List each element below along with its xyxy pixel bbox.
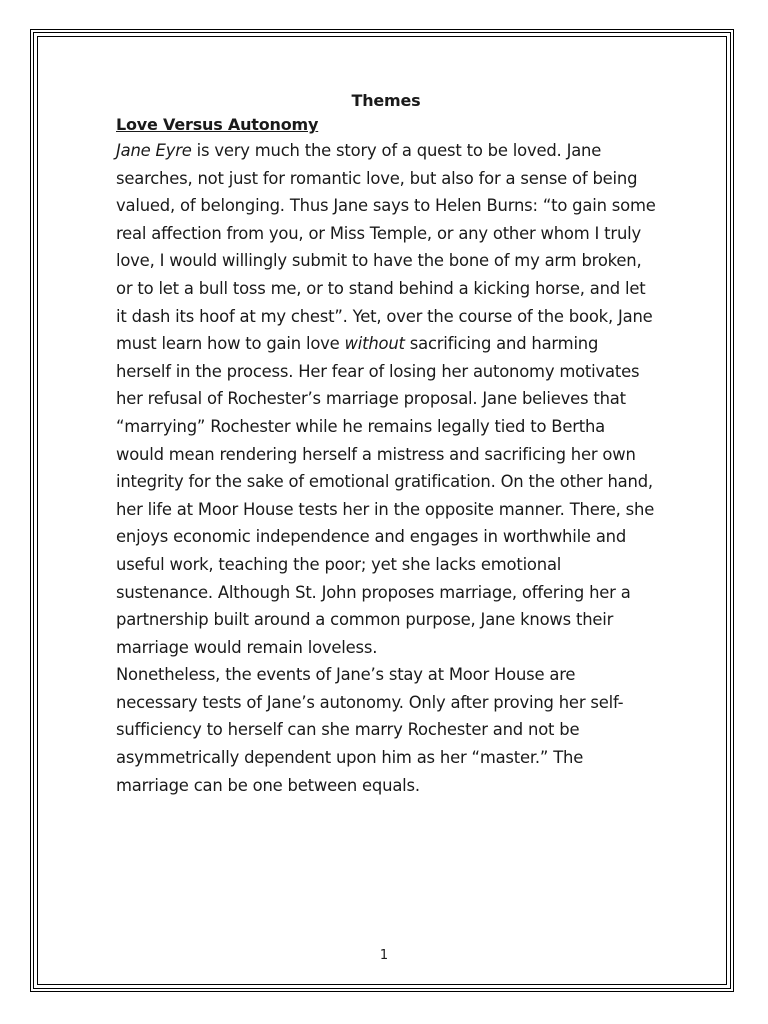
emphasis-without: without: [344, 334, 405, 354]
book-title-italic: Jane Eyre: [116, 141, 192, 160]
section-heading: Love Versus Autonomy: [116, 115, 319, 134]
paragraph-2: Nonetheless, the events of Jane’s stay at Moor House are necessary tests of Jane’s autonomy. Only after proving her self-sufficiency to herself can she marry Rochester and not be asymmetrically dependent upon him as her “master.” The marriage can be one between equals.: [116, 665, 624, 795]
paragraph-1: [116, 137, 656, 661]
paragraph-1-text-a: is very much the story of a quest to be loved. Jane searches, not just for romantic love, but also for a sense of being valued, of belonging. Thus Jane says to Helen Burns: “to gain some real affection from you, or Miss Temple, or any other whom I truly love, I would willingly submit to have the bone of my arm broken, or to let a bull toss me, or to stand behind a kicking horse, and let it dash its hoof at my chest”. Yet, over the course of the book, Jane must learn how to gain love: [116, 141, 656, 354]
document-title: Themes: [351, 91, 421, 110]
paragraph-1-text-b: sacrificing and harming herself in the process. Her fear of losing her autonomy motivates her refusal of Rochester’s marriage proposal. Jane believes that “marrying” Rochester while he remains legally tied to Bertha would mean rendering herself a mistress and sacrificing her own integrity for the sake of emotional gratification. On the other hand, her life at Moor House tests her in the opposite manner. There, she enjoys economic independence and engages in worthwhile and useful work, teaching the poor; yet she lacks emotional sustenance. Although St. John proposes marriage, offering her a partnership built around a common purpose, Jane knows their marriage would remain loveless.: [116, 334, 655, 657]
document-body: [116, 88, 656, 799]
page-number: 1: [379, 948, 389, 963]
